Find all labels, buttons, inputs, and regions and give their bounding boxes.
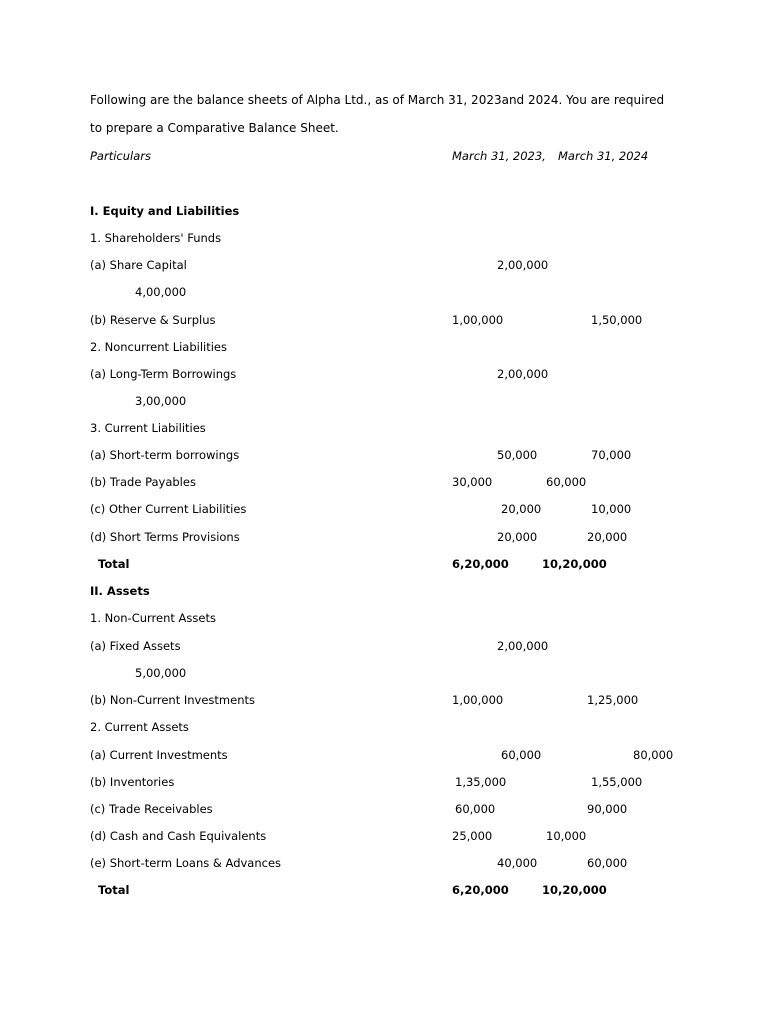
row-label-current-investments: (a) Current Investments — [90, 748, 228, 762]
value-share-capital-2024: 4,00,000 — [135, 285, 187, 299]
value-other-current-liabilities-2024: 10,000 — [591, 502, 632, 516]
value-cash-equivalents-2023: 25,000 — [452, 829, 493, 843]
subheading-current-assets: 2. Current Assets — [90, 720, 189, 734]
value-short-term-borrowings-2023: 50,000 — [497, 448, 538, 462]
section-heading-assets: II. Assets — [90, 584, 150, 598]
row-label-short-terms-provisions: (d) Short Terms Provisions — [90, 530, 240, 544]
row-label-inventories: (b) Inventories — [90, 775, 175, 789]
total-equity-2023: 6,20,000 — [452, 557, 509, 571]
value-share-capital-2023: 2,00,000 — [497, 258, 549, 272]
value-trade-receivables-2023: 60,000 — [455, 802, 496, 816]
value-non-current-investments-2024: 1,25,000 — [587, 693, 639, 707]
intro-line-1: Following are the balance sheets of Alpha Ltd., as of March 31, 2023and 2024. You are required — [90, 93, 665, 107]
header-col-2023: March 31, 2023, — [452, 149, 546, 163]
row-label-short-term-borrowings: (a) Short-term borrowings — [90, 448, 240, 462]
value-current-investments-2023: 60,000 — [501, 748, 542, 762]
value-trade-receivables-2024: 90,000 — [587, 802, 628, 816]
total-equity-2024: 10,20,000 — [542, 557, 607, 571]
intro-line-2: to prepare a Comparative Balance Sheet. — [90, 121, 339, 135]
total-assets-2023: 6,20,000 — [452, 883, 509, 897]
value-short-terms-provisions-2024: 20,000 — [587, 530, 628, 544]
value-fixed-assets-2023: 2,00,000 — [497, 639, 549, 653]
row-label-other-current-liabilities: (c) Other Current Liabilities — [90, 502, 247, 516]
value-trade-payables-2023: 30,000 — [452, 475, 493, 489]
total-label-equity: Total — [98, 557, 130, 571]
subheading-non-current-assets: 1. Non-Current Assets — [90, 611, 216, 625]
header-particulars: Particulars — [90, 149, 151, 163]
row-label-trade-receivables: (c) Trade Receivables — [90, 802, 213, 816]
subheading-noncurrent-liabilities: 2. Noncurrent Liabilities — [90, 340, 228, 354]
total-label-assets: Total — [98, 883, 130, 897]
value-short-term-loans-2023: 40,000 — [497, 856, 538, 870]
section-heading-equity: I. Equity and Liabilities — [90, 204, 240, 218]
value-non-current-investments-2023: 1,00,000 — [452, 693, 504, 707]
row-label-trade-payables: (b) Trade Payables — [90, 475, 196, 489]
value-short-terms-provisions-2023: 20,000 — [497, 530, 538, 544]
value-short-term-borrowings-2024: 70,000 — [591, 448, 632, 462]
row-label-fixed-assets: (a) Fixed Assets — [90, 639, 181, 653]
row-label-reserve-surplus: (b) Reserve & Surplus — [90, 313, 216, 327]
header-col-2024: March 31, 2024 — [558, 149, 649, 163]
subheading-shareholders-funds: 1. Shareholders' Funds — [90, 231, 222, 245]
value-reserve-surplus-2024: 1,50,000 — [591, 313, 643, 327]
value-trade-payables-2024: 60,000 — [546, 475, 587, 489]
row-label-share-capital: (a) Share Capital — [90, 258, 187, 272]
row-label-short-term-loans: (e) Short-term Loans & Advances — [90, 856, 282, 870]
row-label-long-term-borrowings: (a) Long-Term Borrowings — [90, 367, 237, 381]
value-inventories-2023: 1,35,000 — [455, 775, 507, 789]
row-label-non-current-investments: (b) Non-Current Investments — [90, 693, 255, 707]
subheading-current-liabilities: 3. Current Liabilities — [90, 421, 206, 435]
value-long-term-borrowings-2024: 3,00,000 — [135, 394, 187, 408]
row-label-cash-equivalents: (d) Cash and Cash Equivalents — [90, 829, 267, 843]
value-short-term-loans-2024: 60,000 — [587, 856, 628, 870]
value-long-term-borrowings-2023: 2,00,000 — [497, 367, 549, 381]
value-current-investments-2024: 80,000 — [633, 748, 674, 762]
value-inventories-2024: 1,55,000 — [591, 775, 643, 789]
value-other-current-liabilities-2023: 20,000 — [501, 502, 542, 516]
value-cash-equivalents-2024: 10,000 — [546, 829, 587, 843]
value-reserve-surplus-2023: 1,00,000 — [452, 313, 504, 327]
total-assets-2024: 10,20,000 — [542, 883, 607, 897]
value-fixed-assets-2024: 5,00,000 — [135, 666, 187, 680]
